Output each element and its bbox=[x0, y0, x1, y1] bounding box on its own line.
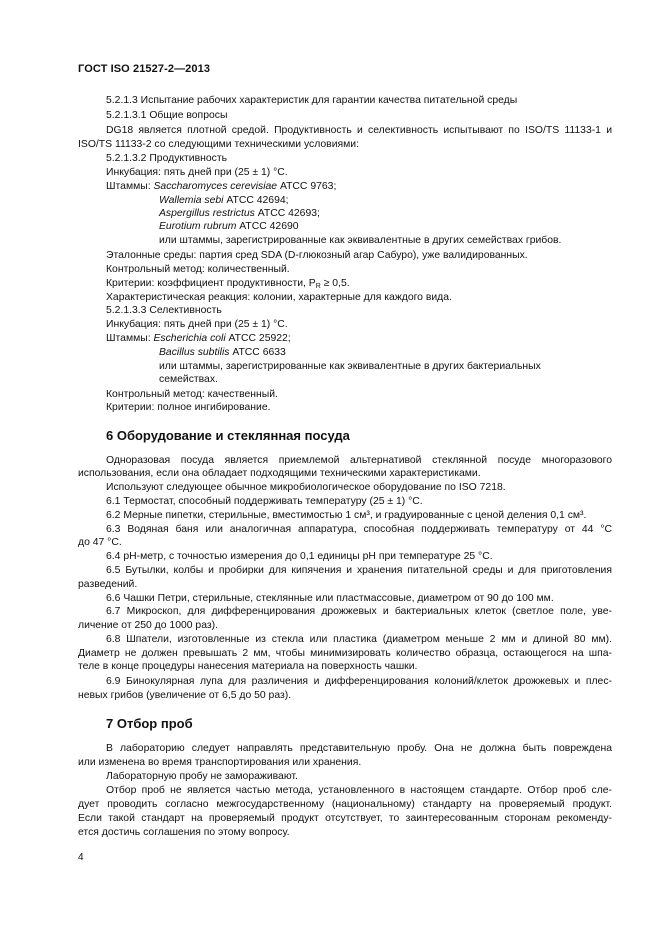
clause-5-2-1-3-title: 5.2.1.3 Испытание рабочих характеристик для гарантии качества питательной среды bbox=[106, 95, 518, 106]
paragraph-line: использования, если она обладает подходящими техническими характеристиками. bbox=[78, 468, 481, 479]
equipment-item-6-4: 6.4 pH-метр, с точностью измерения до 0,1 единицы pH при температуре 25 °С. bbox=[106, 551, 493, 562]
strains-alt-text: или штаммы, зарегистрированные как эквивалентные в других семействах грибов. bbox=[159, 235, 562, 246]
paragraph-line: Отбор проб не является частью метода, установленного в настоящем стандарте. Отбор проб сле- bbox=[106, 785, 612, 796]
criteria-text: Критерии: полное ингибирование. bbox=[106, 402, 271, 413]
strain-name: Saccharomyces cerevisiae bbox=[153, 181, 278, 192]
strains-label: Штаммы: bbox=[106, 181, 154, 192]
incubation-text: Инкубация: пять дней при (25 ± 1) °С. bbox=[106, 167, 288, 178]
document-header: ГОСТ ISO 21527-2—2013 bbox=[78, 63, 211, 75]
paragraph-line: до 47 °С. bbox=[78, 537, 122, 548]
paragraph-line: разведений. bbox=[78, 579, 138, 590]
equipment-item-6-3: 6.3 Водяная баня или аналогичная аппаратура, способная поддерживать температуру от 44 °С bbox=[106, 524, 612, 535]
equipment-item-6-6: 6.6 Чашки Петри, стерильные, стеклянные или пластмассовые, диаметром от 90 до 100 мм. bbox=[106, 593, 554, 604]
equipment-item-6-9: 6.9 Бинокулярная лупа для различения и дифференцирования колоний/клеток дрожжевых и плес- bbox=[106, 676, 612, 687]
criteria-subscript: R bbox=[315, 283, 321, 290]
paragraph-line: Диаметр не должен превышать 2 мм, чтобы минимизировать количество образца, остающегося на шпа- bbox=[78, 648, 612, 659]
reference-media-text: Эталонные среды: партия сред SDA (D-глюкозный агар Сабуро), уже валидированных. bbox=[106, 250, 528, 261]
strain-code: АТСС 42694; bbox=[223, 195, 289, 206]
strain-code: АТСС 42693; bbox=[254, 208, 320, 219]
strains-line bbox=[159, 194, 289, 207]
paragraph-line: В лабораторию следует направлять представительную пробу. Она не должна быть повреждена bbox=[106, 743, 612, 754]
strain-name: Wallemia sebi bbox=[159, 195, 224, 206]
paragraph-line: Лабораторную пробу не замораживают. bbox=[106, 771, 298, 782]
strains-line bbox=[159, 207, 320, 220]
strain-code: АТСС 9763; bbox=[277, 181, 337, 192]
strains-alt-text: или штаммы, зарегистрированные как эквивалентные в других бактериальных bbox=[159, 361, 541, 372]
paragraph-line: личение от 250 до 1000 раз). bbox=[78, 620, 218, 631]
paragraph-line: Одноразовая посуда является приемлемой альтернативой стеклянной посуде многоразового bbox=[106, 455, 612, 466]
paragraph-line: ется достичь соглашения по этому вопросу. bbox=[78, 827, 290, 838]
paragraph-line: Если такой стандарт на проверяемый продукт отсутствует, то заинтересованным сторонам рекоменду- bbox=[78, 813, 612, 824]
equipment-item-6-8: 6.8 Шпатели, изготовленные из стекла или пластика (диаметром меньше 2 мм и длиной 80 мм). bbox=[106, 634, 612, 645]
section-7-heading: 7 Отбор проб bbox=[106, 716, 193, 731]
clause-5-2-1-3-3-title: 5.2.1.3.3 Селективность bbox=[106, 305, 222, 316]
paragraph-line: ISO/TS 11133-2 со следующими техническими условиями: bbox=[78, 139, 359, 150]
equipment-item-6-1: 6.1 Термостат, способный поддерживать температуру (25 ± 1) °С. bbox=[106, 496, 423, 507]
strains-label: Штаммы: bbox=[106, 333, 154, 344]
clause-5-2-1-3-1-title: 5.2.1.3.1 Общие вопросы bbox=[106, 110, 228, 121]
paragraph-line: Используют следующее обычное микробиологическое оборудование по ISO 7218. bbox=[106, 482, 506, 493]
paragraph-line: или изменена во время транспортирования или хранения. bbox=[78, 757, 362, 768]
page-number: 4 bbox=[78, 852, 84, 863]
paragraph-line: невых грибов (увеличение от 6,5 до 50 раз). bbox=[78, 690, 292, 701]
reaction-text: Характеристическая реакция: колонии, характерные для каждого вида. bbox=[106, 292, 452, 303]
strains-alt-text: семействах. bbox=[159, 374, 218, 385]
criteria-value: ≥ 0,5. bbox=[320, 278, 350, 289]
equipment-item-6-7: 6.7 Микроскоп, для дифференцирования дрожжевых и бактериальных клеток (светлое поле, уве- bbox=[106, 606, 612, 617]
section-6-heading: 6 Оборудование и стеклянная посуда bbox=[106, 428, 350, 443]
strain-code: АТСС 6633 bbox=[229, 347, 286, 358]
equipment-item-6-5: 6.5 Бутылки, колбы и пробирки для кипячения и хранения питательной среды и для приготовления bbox=[106, 565, 612, 576]
control-method-text: Контрольный метод: количественный. bbox=[106, 264, 290, 275]
strain-name: Bacillus subtilis bbox=[159, 347, 230, 358]
equipment-item-6-2: 6.2 Мерные пипетки, стерильные, вместимостью 1 см³, и градуированные с ценой деления 0,1 см³. bbox=[106, 510, 587, 521]
strains-line bbox=[106, 332, 291, 345]
criteria-label: Критерии: коэффициент продуктивности, P bbox=[106, 278, 316, 289]
strain-name: Aspergillus restrictus bbox=[159, 208, 255, 219]
strain-name: Escherichia coli bbox=[153, 333, 226, 344]
strain-name: Eurotium rubrum bbox=[159, 221, 237, 232]
paragraph-line: дует проводить согласно межгосударственному (национальному) стандарту на проверяемый продукт. bbox=[78, 799, 612, 810]
paragraph-line: теле в конце процедуры нанесения материала на поверхность чашки. bbox=[78, 661, 418, 672]
strains-line bbox=[159, 220, 299, 233]
clause-5-2-1-3-2-title: 5.2.1.3.2 Продуктивность bbox=[106, 153, 228, 164]
paragraph-line: DG18 является плотной средой. Продуктивность и селективность испытывают по ISO/TS 11133-1 и bbox=[106, 125, 612, 136]
strains-line bbox=[159, 346, 286, 359]
strain-code: АТСС 42690 bbox=[236, 221, 299, 232]
strain-code: АТСС 25922; bbox=[225, 333, 291, 344]
incubation-text: Инкубация: пять дней при (25 ± 1) °С. bbox=[106, 319, 288, 330]
strains-line bbox=[106, 180, 336, 193]
control-method-text: Контрольный метод: качественный. bbox=[106, 389, 278, 400]
